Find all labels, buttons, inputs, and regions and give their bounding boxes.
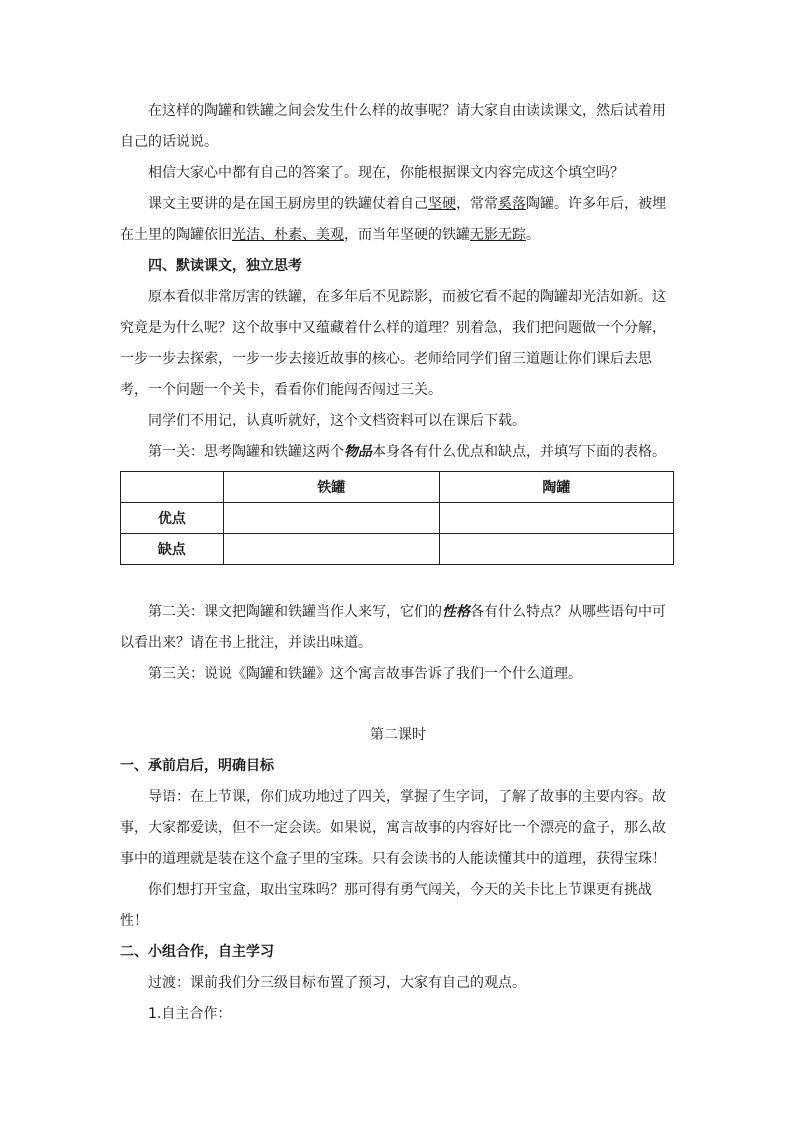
lesson-2-title: 第二课时 [370,727,426,743]
text-segment: 本身各有什么优点和缺点，并填写下面的表格。 [372,444,666,460]
document-body [120,96,676,1030]
underlined-word: 无影无踪 [470,227,526,243]
emphasis-word: 性格 [442,604,470,620]
table-row [121,534,674,565]
table-row-label-advantages: 优点 [121,503,224,534]
underlined-word: 光洁、朴素、美观 [232,227,344,243]
underlined-word: 奚落 [498,196,526,212]
table-cell-blank [223,534,439,565]
paragraph-note: 同学们不用记，认真听就好，这个文档资料可以在课后下载。 [148,413,526,429]
table-row-label-disadvantages: 缺点 [121,534,224,565]
table-row [121,503,674,534]
table-header-iron-pot: 铁罐 [223,472,439,503]
paragraph-lead-in: 导语：在上节课，你们成功地过了四关，掌握了生字词，了解了故事的主要内容。故事，大家都爱读，但不一定会读。如果说，寓言故事的内容好比一个漂亮的盒子，那么故事中的道理就是装在这个盒子里的宝珠。只有会读书的人能读懂其中的道理，获得宝珠！ [120,789,666,867]
text-segment: ，而当年坚硬的铁罐 [344,227,470,243]
level-1-task [120,437,676,468]
section-heading-4: 四、默读课文，独立思考 [148,258,302,274]
level-3-task: 第三关：说说《陶罐和铁罐》这个寓言故事告诉了我们一个什么道理。 [148,666,582,682]
paragraph-fill-blank [120,189,676,251]
paragraph-challenge: 你们想打开宝盒，取出宝珠吗？那可得有勇气闯关，今天的关卡比上节课更有挑战性！ [120,882,652,929]
table-header-clay-pot: 陶罐 [439,472,673,503]
table-corner-cell [121,472,224,503]
paragraph-intro: 在这样的陶罐和铁罐之间会发生什么样的故事呢？请大家自由读读课文，然后试着用自己的话说说。 [120,103,666,150]
table-header-row [121,472,674,503]
table-cell-blank [439,534,673,565]
section-heading-1: 一、承前启后，明确目标 [120,758,274,774]
text-segment: 各有什么特点？从哪些语句中可以看出来？请在书上批注，并读出味道。 [120,604,666,651]
underlined-word: 坚硬 [428,196,456,212]
level-2-task [120,597,676,659]
text-segment: 第二关：课文把陶罐和铁罐当作人来写，它们的 [148,604,442,620]
text-segment: 陶罐。许多年后，被埋在土里的陶罐依旧 [120,196,666,243]
emphasis-word: 物品 [344,444,372,460]
text-segment: ，常常 [456,196,498,212]
spacer [120,690,676,720]
section-heading-2: 二、小组合作，自主学习 [120,944,274,960]
text-segment: 课文主要讲的是在国王厨房里的铁罐仗着自己 [148,196,428,212]
table-cell-blank [439,503,673,534]
text-segment: 。 [526,227,540,243]
paragraph-question: 原本看似非常厉害的铁罐，在多年后不见踪影，而被它看不起的陶罐却光洁如新。这究竟是为什么呢？这个故事中又蕴藏着什么样的道理？别着急，我们把问题做一个分解，一步一步去探索，一步一步去接近故事的核心。老师给同学们留三道题让你们课后去思考，一个问题一个关卡，看看你们能闯否闯过三关。 [120,289,666,398]
text-segment: 第一关：思考陶罐和铁罐这两个 [148,444,344,460]
table-cell-blank [223,503,439,534]
comparison-table [120,471,674,565]
paragraph-transition: 过渡：课前我们分三级目标布置了预习，大家有自己的观点。 [148,975,526,991]
list-item-1: 1.自主合作： [148,1006,232,1022]
paragraph-answer-prompt: 相信大家心中都有自己的答案了。现在，你能根据课文内容完成这个填空吗？ [148,165,624,181]
